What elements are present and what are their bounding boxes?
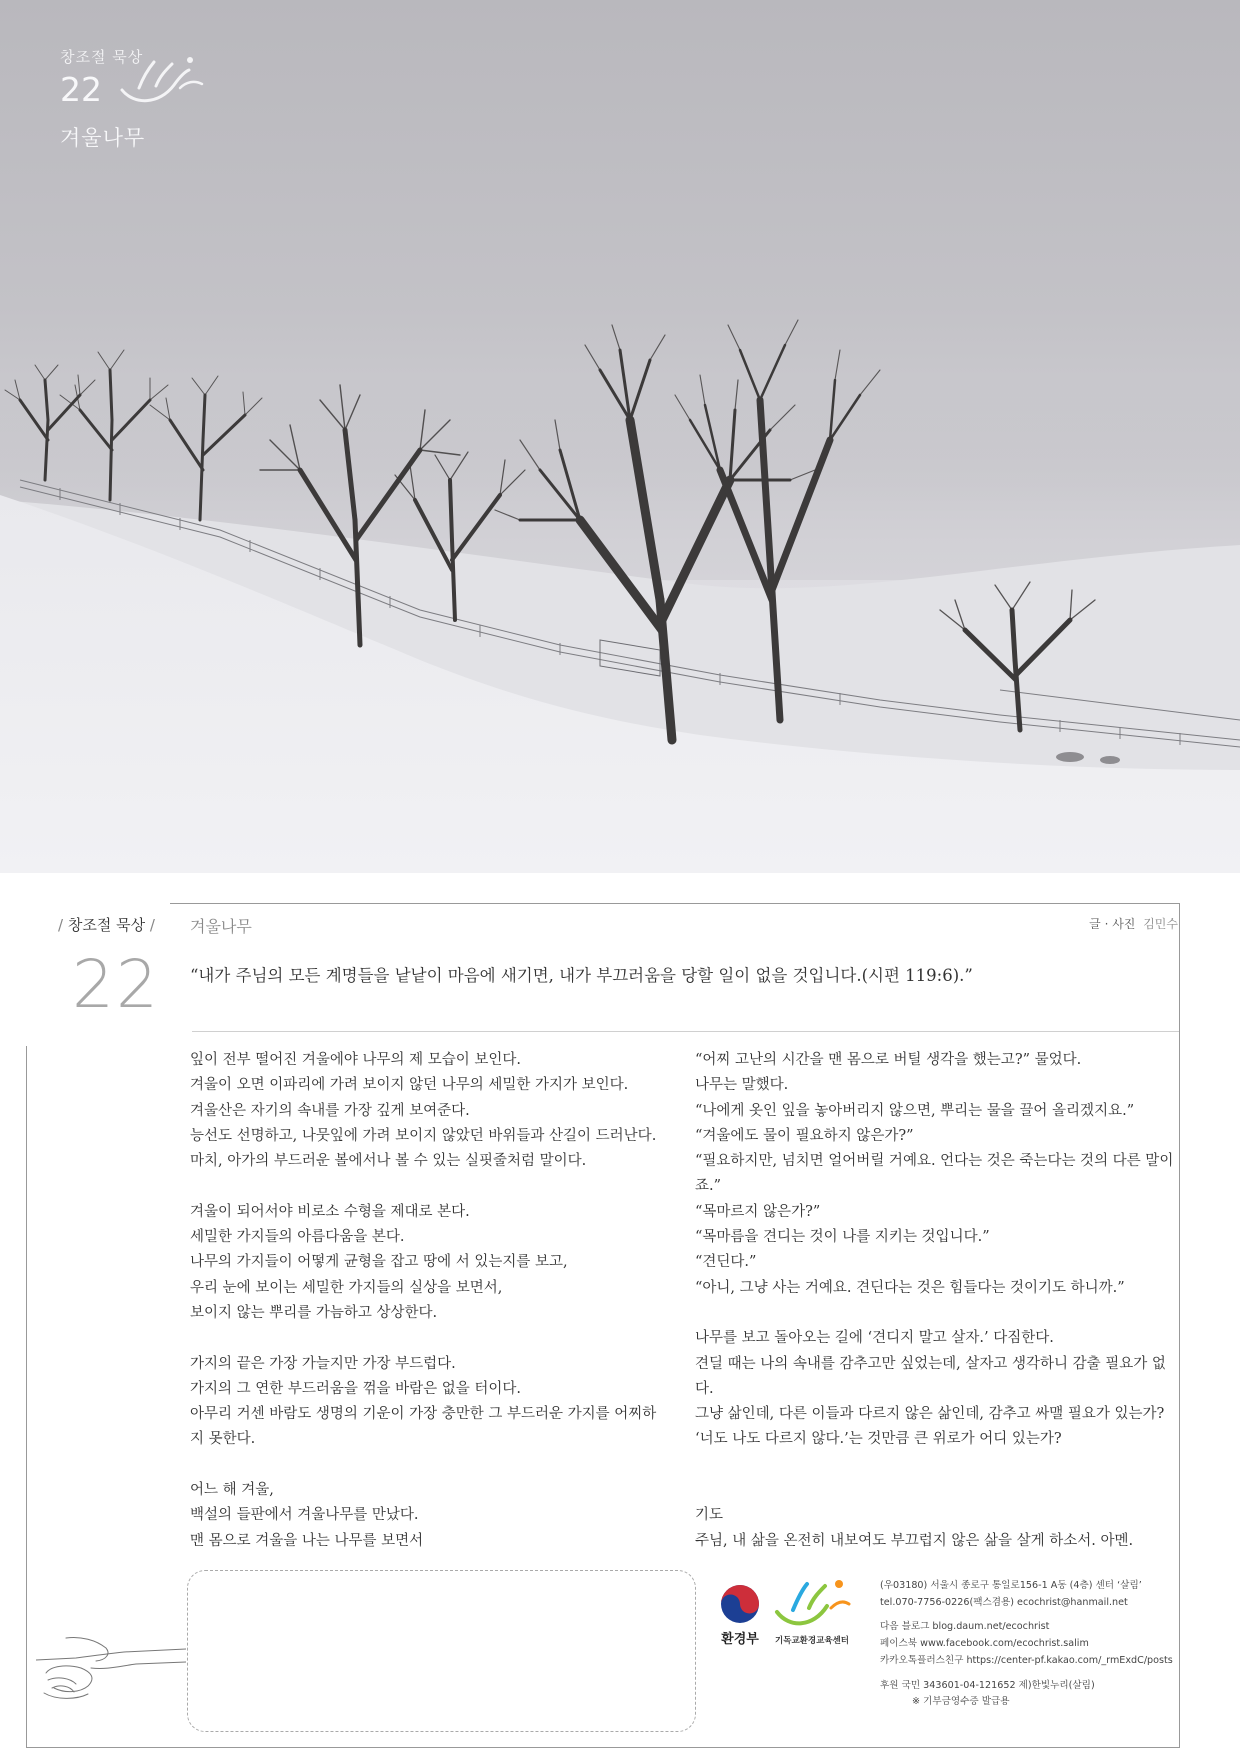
article-title: 겨울나무 [190,917,252,936]
frame-left-rule [26,1046,27,1748]
credit-label: 글 · 사진 [1089,917,1136,931]
paragraph-gap [695,1453,1177,1478]
paragraph-gap [695,1478,1177,1503]
issue-number: 22 [72,946,160,1023]
paragraph-gap [695,1301,1177,1326]
prayer-label: 기도 [695,1507,724,1524]
donation-line: 후원 국민 343601-04-121652 제)한빛누리(살림) [880,1679,1095,1691]
body-line: 나무의 가지들이 어떻게 균형을 잡고 땅에 서 있는지를 보고, [190,1254,568,1271]
body-line: 맨 몸으로 겨울을 나는 나무를 보면서 [190,1532,424,1549]
body-column-left [190,1048,675,1554]
body-line: 백설의 들판에서 겨울나무를 만났다. [190,1507,419,1524]
body-line: “필요하지만, 넘치면 얼어버릴 거예요. 언다는 것은 죽는다는 것의 다른 말이 [695,1153,1174,1170]
body-line: 나무는 말했다. [695,1077,789,1094]
body-line: 겨울산은 자기의 속내를 가장 깊게 보여준다. [190,1102,470,1119]
body-line: 겨울이 오면 이파리에 가려 보이지 않던 나무의 세밀한 가지가 보인다. [190,1077,629,1094]
body-line: “어찌 고난의 시간을 맨 몸으로 버틸 생각을 했는고?” 물었다. [695,1052,1082,1068]
frame-right-rule [1179,903,1180,1748]
ministry-label: 환경부 [721,1632,759,1647]
body-line: ‘너도 나도 다르지 않다.’는 것만큼 큰 위로가 어디 있는가? [695,1431,1062,1448]
body-line: 죠.” [695,1178,722,1195]
body-line: 어느 해 겨울, [190,1482,274,1499]
praying-hands-icon [36,1628,186,1703]
spacer [880,1611,1173,1619]
facebook-link[interactable]: 페이스북 www.facebook.com/ecochrist.salim [880,1638,1089,1650]
body-line: “나에게 옷인 잎을 놓아버리지 않으면, 뿌리는 물을 끌어 올리겠지요.” [695,1102,1135,1119]
body-column-right [695,1048,1177,1554]
body-line: 그냥 삶인데, 다른 이들과 다르지 않은 삶인데, 감추고 싸맬 필요가 있는가? [695,1406,1165,1423]
frame-top-rule [170,903,1179,904]
salim-logo-icon [114,50,214,110]
slash-left: / [58,916,64,934]
body-line: 능선도 선명하고, 나뭇잎에 가려 보이지 않았던 바위들과 산길이 드러난다. [190,1127,657,1144]
eco-center-logo-icon [773,1574,853,1632]
paragraph-gap [190,1453,675,1478]
body-line: “목마르지 않은가?” [695,1203,821,1220]
body-line: “아니, 그냥 사는 거예요. 견딘다는 것은 힘들다는 것이기도 하니까.” [695,1279,1125,1296]
photo-title: 겨울나무 [60,126,146,150]
cover-photo [0,0,1240,873]
scripture-verse: “내가 주님의 모든 계명들을 낱낱이 마음에 새기면, 내가 부끄러움을 당할 일이 없을 것입니다.(시편 119:6).” [190,966,973,985]
body-line: 나무를 보고 돌아오는 길에 ‘견디지 말고 살자.’ 다짐한다. [695,1330,1054,1347]
slash-right: / [149,916,155,934]
credit-name: 김민수 [1143,917,1178,931]
credit [1089,915,1178,932]
header-divider [192,1031,1179,1032]
address-line: (우03180) 서울시 종로구 통일로156-1 A동 (4층) 센터 ‘살림’ [880,1580,1142,1591]
paragraph-gap [190,1326,675,1351]
center-label: 기독교환경교육센터 [775,1636,849,1646]
contact-info [880,1578,1173,1711]
series-tag-label: 창조절 묵상 [67,916,146,934]
body-line: 세밀한 가지들의 아름다움을 본다. [190,1229,405,1246]
body-line: 가지의 끝은 가장 가늘지만 가장 부드럽다. [190,1355,456,1372]
ministry-of-environment-logo-icon [715,1582,765,1626]
body-line: 잎이 전부 떨어진 겨울에야 나무의 제 모습이 보인다. [190,1052,522,1068]
series-tag [58,914,155,935]
body-line: “목마름을 견디는 것이 나를 지키는 것입니다.” [695,1229,990,1246]
blog-link[interactable]: 다음 블로그 blog.daum.net/ecochrist [880,1621,1050,1633]
body-line: 겨울이 되어서야 비로소 수형을 제대로 본다. [190,1203,470,1220]
photo-series-label: 창조절 묵상 [60,48,144,66]
winter-landscape-illustration [0,0,1240,873]
body-line: 가지의 그 연한 부드러움을 꺾을 바람은 없을 터이다. [190,1380,522,1397]
body-line: “겨울에도 물이 필요하지 않은가?” [695,1127,914,1144]
body-line: 우리 눈에 보이는 세밀한 가지들의 실상을 보면서, [190,1279,503,1296]
photo-issue-number: 22 [60,70,102,109]
body-line: 아무리 거센 바람도 생명의 기운이 가장 충만한 그 부드러운 가지를 어찌하 [190,1406,657,1423]
body-line: 지 못한다. [190,1431,256,1448]
spacer [880,1670,1173,1678]
body-line: 마치, 아가의 부드러운 볼에서나 볼 수 있는 실핏줄처럼 말이다. [190,1153,587,1170]
body-line: 견딜 때는 나의 속내를 감추고만 싶었는데, 살자고 생각하니 감출 필요가 없다. [695,1355,1166,1397]
receipt-note: ※ 기부금영수증 발급용 [912,1696,1010,1708]
body-line: “견딘다.” [695,1254,757,1271]
kakao-link[interactable]: 카카오톡플러스친구 https://center-pf.kakao.com/_rmExdC/posts [880,1654,1173,1666]
memo-box [187,1570,696,1732]
prayer-text: 주님, 내 삶을 온전히 내보여도 부끄럽지 않은 삶을 살게 하소서. 아멘. [695,1532,1134,1549]
contact-line: tel.070-7756-0226(팩스겸용) ecochrist@hanmail.net [880,1596,1128,1608]
body-line: 보이지 않는 뿌리를 가늠하고 상상한다. [190,1304,438,1321]
paragraph-gap [190,1174,675,1199]
